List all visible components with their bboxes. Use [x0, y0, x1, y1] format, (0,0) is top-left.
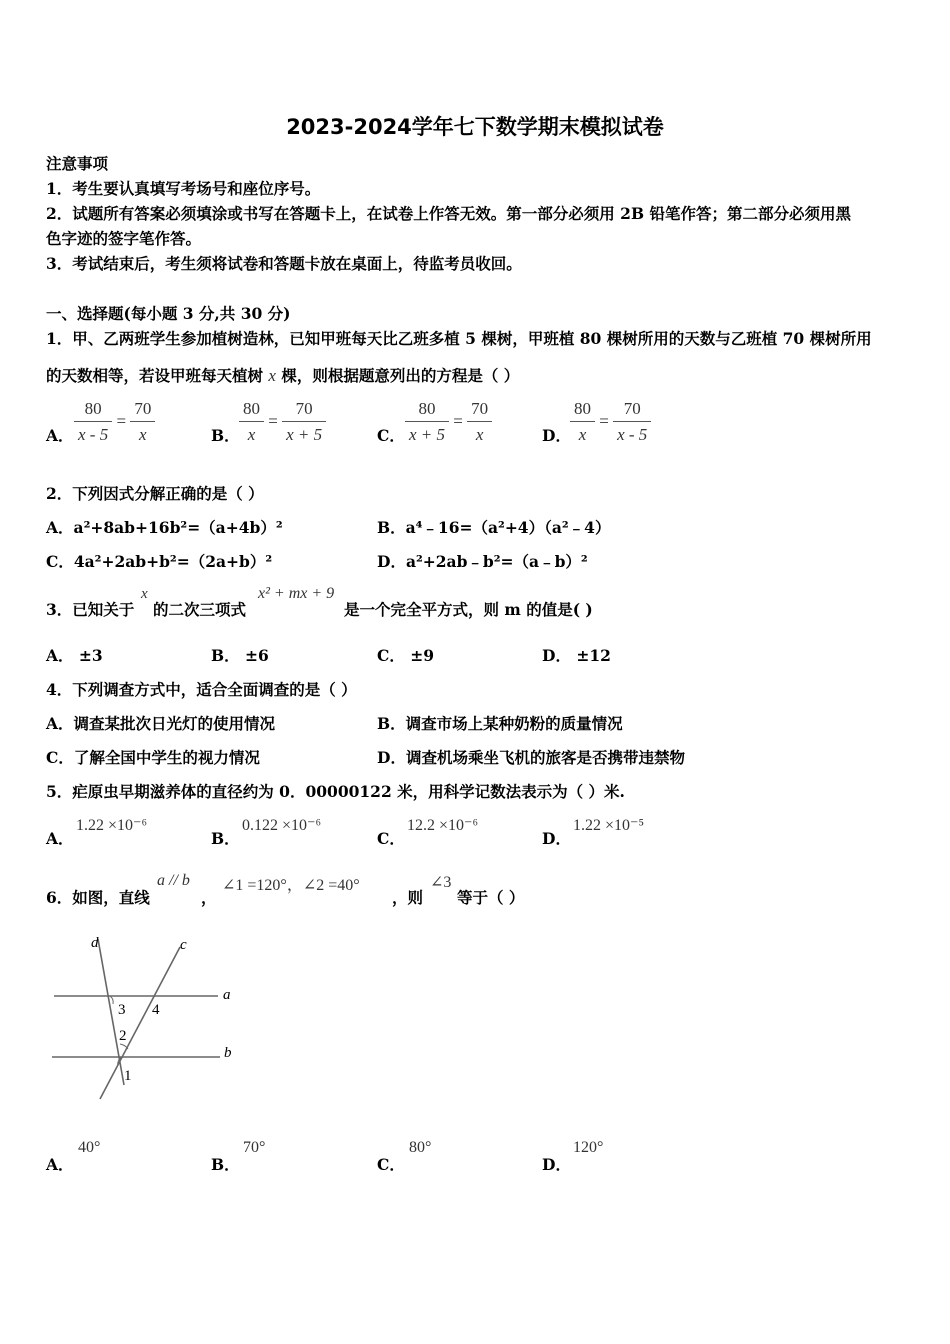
q5-option-b: 0.122 ×10⁻⁶ [242, 817, 322, 834]
q6-figure [40, 925, 250, 1110]
q2-option-a: A．a²+8ab+16b²=（a+4b）² [46, 518, 283, 537]
q6-option-c-label: C． [377, 1155, 405, 1174]
q6-option-b-label: B． [211, 1155, 240, 1174]
q2-option-c: C．4a²+2ab+b²=（2a+b）² [46, 552, 273, 571]
q6-stem-post: 等于（ ） [457, 888, 525, 907]
label-2: 2 [119, 1028, 127, 1044]
q1-option-b-label: B． [211, 426, 240, 445]
label-1: 1 [124, 1068, 132, 1084]
section-heading: 一、选择题(每小题 3 分,共 30 分) [46, 304, 291, 323]
q3-option-d: D． ±12 [542, 646, 611, 665]
label-b: b [224, 1045, 232, 1061]
q6-option-a: 40° [78, 1139, 101, 1156]
q6-option-a-label: A． [46, 1155, 74, 1174]
label-a: a [223, 987, 231, 1003]
q1-option-c-label: C． [377, 426, 405, 445]
q1-stem-text-a: 的天数相等，若设甲班每天植树 [46, 366, 269, 385]
label-d: d [91, 935, 99, 951]
q4-stem: 4．下列调查方式中，适合全面调查的是（ ） [46, 680, 357, 699]
q1-option-d-label: D． [542, 426, 571, 445]
q1-stem-text-b: 棵，则根据题意列出的方程是（ ） [275, 366, 520, 385]
q5-option-c: 12.2 ×10⁻⁶ [407, 817, 479, 834]
label-3: 3 [118, 1002, 126, 1018]
notice-item-2-cont: 色字迹的签字笔作答。 [46, 229, 202, 248]
notice-heading: 注意事项 [46, 154, 109, 173]
q6-option-b: 70° [243, 1139, 266, 1156]
q5-option-d: 1.22 ×10⁻⁵ [573, 817, 645, 834]
q5-option-c-label: C． [377, 829, 405, 848]
q3-option-c: C． ±9 [377, 646, 435, 665]
q5-stem: 5．疟原虫早期滋养体的直径约为 0．00000122 米，用科学记数法表示为（ ）米. [46, 782, 625, 801]
q6-comma-1: ， [201, 888, 217, 907]
label-4: 4 [152, 1002, 160, 1018]
q1-stem-line2 [46, 364, 519, 386]
q3-stem-post: 是一个完全平方式，则 m 的值是( ) [344, 600, 593, 619]
q4-option-a: A．调查某批次日光灯的使用情况 [46, 714, 276, 733]
notice-item-3: 3．考试结束后，考生须将试卷和答题卡放在桌面上，待监考员收回。 [46, 254, 522, 273]
q6-comma-2: ，则 [392, 888, 424, 907]
q1-option-c-equation: $\frac{80}{x + 5}$ = $\frac{70}{x}$ [405, 397, 492, 448]
q1-var-x: x [268, 366, 276, 385]
q6-parallel: a // b [157, 872, 190, 889]
q5-option-a: 1.22 ×10⁻⁶ [76, 817, 148, 834]
q3-option-a: A． ±3 [46, 646, 103, 665]
q6-option-d-label: D． [542, 1155, 571, 1174]
q6-option-d: 120° [573, 1139, 604, 1156]
q5-option-a-label: A． [46, 829, 74, 848]
q3-var-x: x [141, 586, 148, 602]
q1-option-d-equation: $\frac{80}{x}$ = $\frac{70}{x - 5}$ [570, 397, 651, 448]
notice-item-2: 2．试题所有答案必须填涂或书写在答题卡上，在试卷上作答无效。第一部分必须用 2B 铅笔作答；第二部分必须用黑 [46, 204, 851, 223]
q3-stem-mid: 的二次三项式 [153, 600, 247, 619]
notice-item-1: 1．考生要认真填写考场号和座位序号。 [46, 179, 321, 198]
q4-option-b: B．调查市场上某种奶粉的质量情况 [377, 714, 623, 733]
q2-option-b: B．a⁴﹣16=（a²+4）（a²﹣4） [377, 518, 611, 537]
q4-option-d: D．调查机场乘坐飞机的旅客是否携带违禁物 [377, 748, 685, 767]
q3-expression: x² + mx + 9 [258, 585, 335, 602]
q3-option-b: B． ±6 [211, 646, 269, 665]
q3-stem-pre: 3．已知关于 [46, 600, 135, 619]
q5-option-b-label: B． [211, 829, 240, 848]
q6-given-angles: ∠1 =120°，∠2 =40° [222, 877, 360, 894]
q1-option-b-equation: $\frac{80}{x}$ = $\frac{70}{x + 5}$ [239, 397, 326, 448]
q5-option-d-label: D． [542, 829, 571, 848]
q2-option-d: D．a²+2ab﹣b²=（a﹣b）² [377, 552, 588, 571]
q4-option-c: C．了解全国中学生的视力情况 [46, 748, 260, 767]
q1-stem-line1: 1．甲、乙两班学生参加植树造林，已知甲班每天比乙班多植 5 棵树，甲班植 80 棵树所用的天数与乙班植 70 棵树所用 [46, 329, 872, 348]
q6-angle-3: ∠3 [430, 874, 452, 891]
line-c [100, 947, 180, 1099]
angle-3-arc [110, 996, 113, 1004]
q2-stem: 2．下列因式分解正确的是（ ） [46, 484, 264, 503]
q1-option-a-label: A． [46, 426, 74, 445]
q6-stem-pre: 6．如图，直线 [46, 888, 150, 907]
q1-option-a-equation: $\frac{80}{x - 5}$ = $\frac{70}{x}$ [74, 397, 155, 448]
label-c: c [180, 937, 187, 953]
q6-option-c: 80° [409, 1139, 432, 1156]
page-title: 2023-2024学年七下数学期末模拟试卷 [286, 115, 664, 139]
